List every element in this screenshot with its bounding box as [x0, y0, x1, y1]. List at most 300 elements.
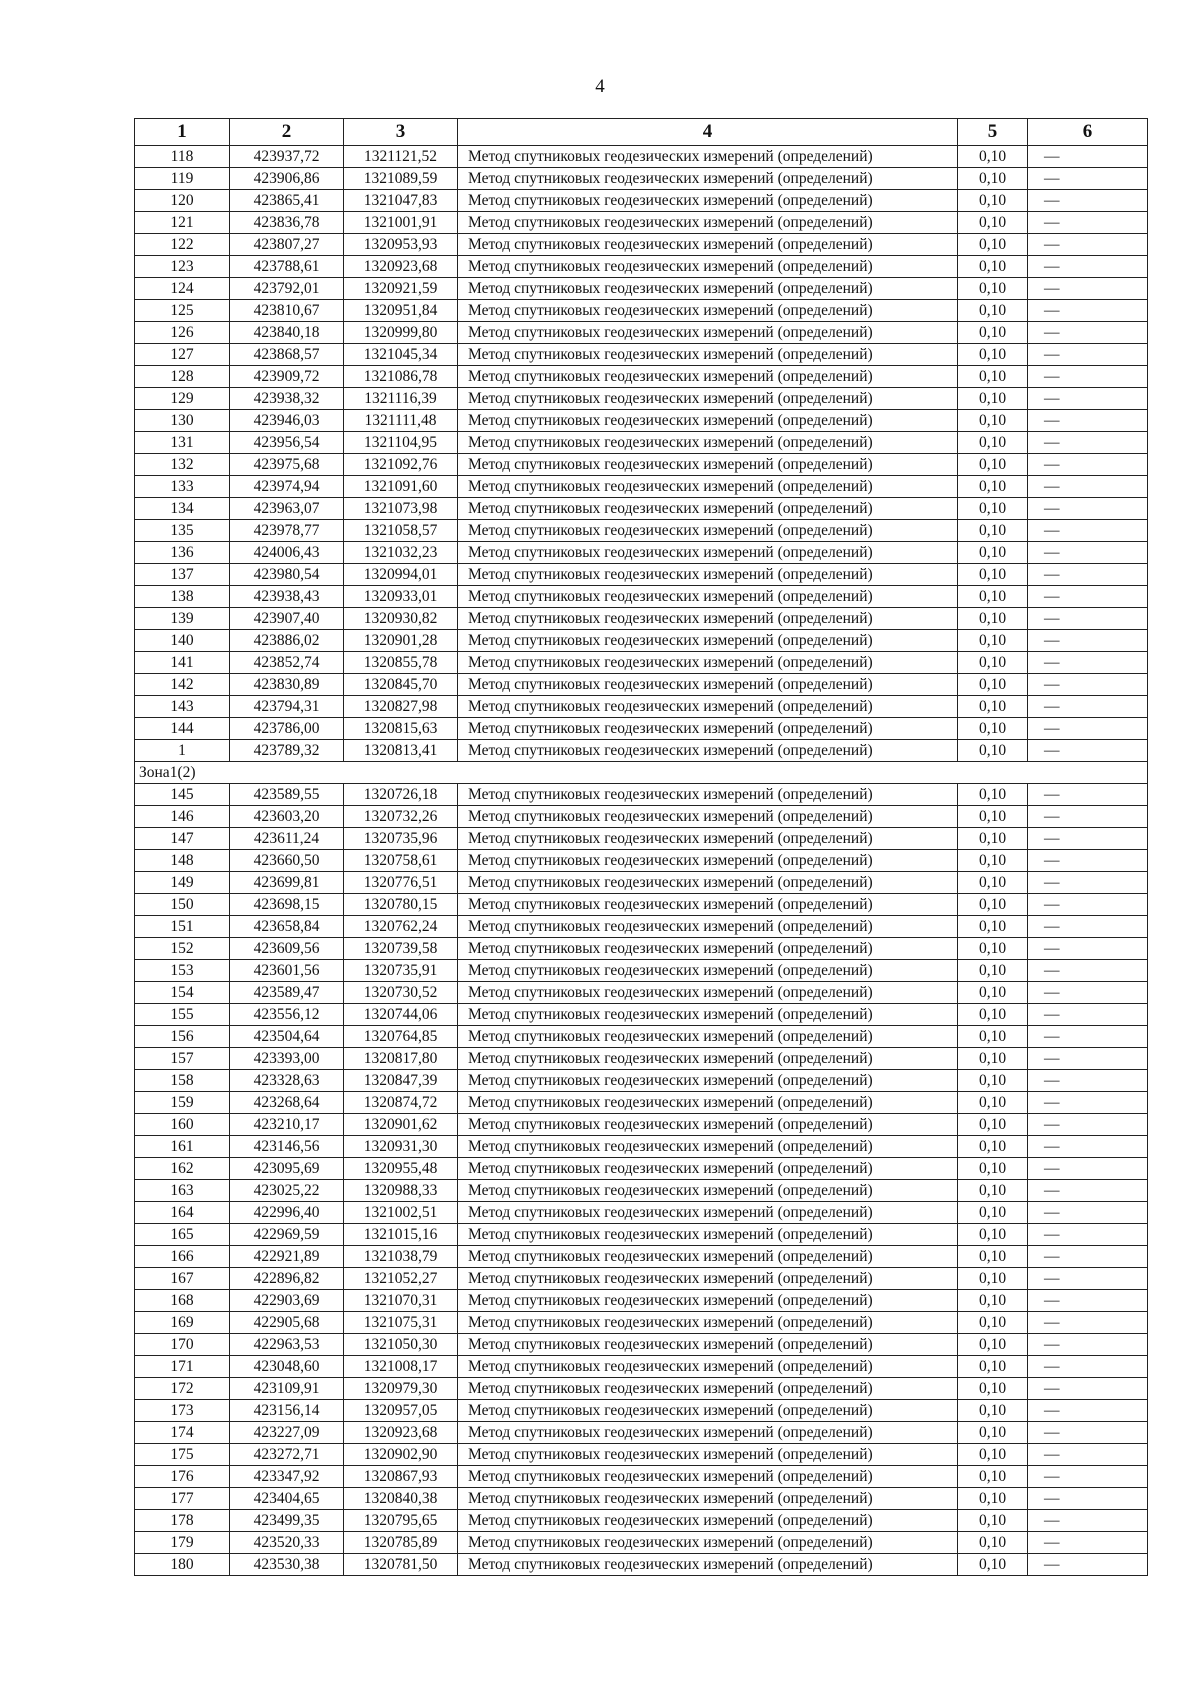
accuracy-cell: 0,10	[958, 1136, 1028, 1158]
method-cell: Метод спутниковых геодезических измерений (определений)	[458, 960, 958, 982]
accuracy-cell: 0,10	[958, 1180, 1028, 1202]
table-row	[135, 300, 1148, 322]
table-row	[135, 806, 1148, 828]
table-header	[135, 119, 1148, 146]
point-number-cell: 1	[135, 740, 230, 762]
note-cell: —	[1028, 1246, 1148, 1268]
accuracy-cell: 0,10	[958, 1532, 1028, 1554]
point-number-cell: 154	[135, 982, 230, 1004]
x-coordinate-cell: 423210,17	[230, 1114, 344, 1136]
point-number-cell: 129	[135, 388, 230, 410]
y-coordinate-cell: 1320957,05	[344, 1400, 458, 1422]
point-number-cell: 158	[135, 1070, 230, 1092]
y-coordinate-cell: 1320867,93	[344, 1466, 458, 1488]
table-row	[135, 608, 1148, 630]
x-coordinate-cell: 423938,32	[230, 388, 344, 410]
method-cell: Метод спутниковых геодезических измерений (определений)	[458, 366, 958, 388]
y-coordinate-cell: 1320744,06	[344, 1004, 458, 1026]
method-cell: Метод спутниковых геодезических измерений (определений)	[458, 608, 958, 630]
x-coordinate-cell: 423146,56	[230, 1136, 344, 1158]
accuracy-cell: 0,10	[958, 1378, 1028, 1400]
table-row	[135, 696, 1148, 718]
note-cell: —	[1028, 1202, 1148, 1224]
method-cell: Метод спутниковых геодезических измерений (определений)	[458, 784, 958, 806]
point-number-cell: 175	[135, 1444, 230, 1466]
note-cell: —	[1028, 1422, 1148, 1444]
method-cell: Метод спутниковых геодезических измерений (определений)	[458, 1026, 958, 1048]
method-cell: Метод спутниковых геодезических измерений (определений)	[458, 256, 958, 278]
method-cell: Метод спутниковых геодезических измерений (определений)	[458, 1158, 958, 1180]
note-cell: —	[1028, 1026, 1148, 1048]
note-cell: —	[1028, 1400, 1148, 1422]
y-coordinate-cell: 1320827,98	[344, 696, 458, 718]
note-cell: —	[1028, 1356, 1148, 1378]
point-number-cell: 140	[135, 630, 230, 652]
x-coordinate-cell: 423698,15	[230, 894, 344, 916]
y-coordinate-cell: 1320901,62	[344, 1114, 458, 1136]
y-coordinate-cell: 1321111,48	[344, 410, 458, 432]
x-coordinate-cell: 422969,59	[230, 1224, 344, 1246]
y-coordinate-cell: 1321104,95	[344, 432, 458, 454]
column-header-6: 6	[1028, 119, 1148, 146]
x-coordinate-cell: 423393,00	[230, 1048, 344, 1070]
method-cell: Метод спутниковых геодезических измерений (определений)	[458, 454, 958, 476]
accuracy-cell: 0,10	[958, 630, 1028, 652]
note-cell: —	[1028, 322, 1148, 344]
table-row	[135, 256, 1148, 278]
method-cell: Метод спутниковых геодезических измерений (определений)	[458, 1444, 958, 1466]
x-coordinate-cell: 423530,38	[230, 1554, 344, 1576]
table-row	[135, 278, 1148, 300]
method-cell: Метод спутниковых геодезических измерений (определений)	[458, 586, 958, 608]
method-cell: Метод спутниковых геодезических измерений (определений)	[458, 674, 958, 696]
accuracy-cell: 0,10	[958, 960, 1028, 982]
y-coordinate-cell: 1320735,96	[344, 828, 458, 850]
point-number-cell: 121	[135, 212, 230, 234]
note-cell: —	[1028, 410, 1148, 432]
x-coordinate-cell: 423611,24	[230, 828, 344, 850]
note-cell: —	[1028, 1554, 1148, 1576]
y-coordinate-cell: 1321015,16	[344, 1224, 458, 1246]
method-cell: Метод спутниковых геодезических измерений (определений)	[458, 344, 958, 366]
x-coordinate-cell: 423095,69	[230, 1158, 344, 1180]
y-coordinate-cell: 1321050,30	[344, 1334, 458, 1356]
table-row	[135, 1378, 1148, 1400]
method-cell: Метод спутниковых геодезических измерений (определений)	[458, 498, 958, 520]
y-coordinate-cell: 1320758,61	[344, 850, 458, 872]
y-coordinate-cell: 1320855,78	[344, 652, 458, 674]
zone-divider	[135, 762, 1148, 784]
method-cell: Метод спутниковых геодезических измерений (определений)	[458, 300, 958, 322]
note-cell: —	[1028, 608, 1148, 630]
x-coordinate-cell: 423347,92	[230, 1466, 344, 1488]
x-coordinate-cell: 423556,12	[230, 1004, 344, 1026]
table-row	[135, 168, 1148, 190]
table-row	[135, 1444, 1148, 1466]
x-coordinate-cell: 423975,68	[230, 454, 344, 476]
note-cell: —	[1028, 520, 1148, 542]
point-number-cell: 165	[135, 1224, 230, 1246]
accuracy-cell: 0,10	[958, 1422, 1028, 1444]
x-coordinate-cell: 423025,22	[230, 1180, 344, 1202]
y-coordinate-cell: 1320923,68	[344, 1422, 458, 1444]
note-cell: —	[1028, 1532, 1148, 1554]
point-number-cell: 157	[135, 1048, 230, 1070]
y-coordinate-cell: 1321047,83	[344, 190, 458, 212]
method-cell: Метод спутниковых геодезических измерений (определений)	[458, 278, 958, 300]
table-row	[135, 388, 1148, 410]
x-coordinate-cell: 423504,64	[230, 1026, 344, 1048]
column-header-3: 3	[344, 119, 458, 146]
point-number-cell: 160	[135, 1114, 230, 1136]
method-cell: Метод спутниковых геодезических измерений (определений)	[458, 1466, 958, 1488]
accuracy-cell: 0,10	[958, 1070, 1028, 1092]
point-number-cell: 155	[135, 1004, 230, 1026]
note-cell: —	[1028, 1092, 1148, 1114]
method-cell: Метод спутниковых геодезических измерений (определений)	[458, 1268, 958, 1290]
point-number-cell: 151	[135, 916, 230, 938]
point-number-cell: 133	[135, 476, 230, 498]
table-row	[135, 1356, 1148, 1378]
y-coordinate-cell: 1320840,38	[344, 1488, 458, 1510]
note-cell: —	[1028, 190, 1148, 212]
note-cell: —	[1028, 1466, 1148, 1488]
note-cell: —	[1028, 256, 1148, 278]
y-coordinate-cell: 1320732,26	[344, 806, 458, 828]
table-row	[135, 498, 1148, 520]
note-cell: —	[1028, 696, 1148, 718]
x-coordinate-cell: 423852,74	[230, 652, 344, 674]
point-number-cell: 167	[135, 1268, 230, 1290]
accuracy-cell: 0,10	[958, 146, 1028, 168]
table-row	[135, 674, 1148, 696]
x-coordinate-cell: 423499,35	[230, 1510, 344, 1532]
point-number-cell: 144	[135, 718, 230, 740]
column-header-1: 1	[135, 119, 230, 146]
accuracy-cell: 0,10	[958, 872, 1028, 894]
table-row	[135, 1488, 1148, 1510]
accuracy-cell: 0,10	[958, 564, 1028, 586]
x-coordinate-cell: 423865,41	[230, 190, 344, 212]
accuracy-cell: 0,10	[958, 1488, 1028, 1510]
point-number-cell: 135	[135, 520, 230, 542]
table-row	[135, 564, 1148, 586]
accuracy-cell: 0,10	[958, 828, 1028, 850]
x-coordinate-cell: 423520,33	[230, 1532, 344, 1554]
x-coordinate-cell: 423660,50	[230, 850, 344, 872]
x-coordinate-cell: 423980,54	[230, 564, 344, 586]
table-row	[135, 1202, 1148, 1224]
point-number-cell: 146	[135, 806, 230, 828]
note-cell: —	[1028, 784, 1148, 806]
note-cell: —	[1028, 1378, 1148, 1400]
method-cell: Метод спутниковых геодезических измерений (определений)	[458, 1180, 958, 1202]
point-number-cell: 171	[135, 1356, 230, 1378]
zone-label-row	[135, 762, 1148, 784]
x-coordinate-cell: 423830,89	[230, 674, 344, 696]
x-coordinate-cell: 423048,60	[230, 1356, 344, 1378]
table-row	[135, 1268, 1148, 1290]
y-coordinate-cell: 1321001,91	[344, 212, 458, 234]
header-row	[135, 119, 1148, 146]
y-coordinate-cell: 1320999,80	[344, 322, 458, 344]
method-cell: Метод спутниковых геодезических измерений (определений)	[458, 696, 958, 718]
y-coordinate-cell: 1320847,39	[344, 1070, 458, 1092]
point-number-cell: 139	[135, 608, 230, 630]
note-cell: —	[1028, 872, 1148, 894]
table-row	[135, 344, 1148, 366]
accuracy-cell: 0,10	[958, 608, 1028, 630]
accuracy-cell: 0,10	[958, 1444, 1028, 1466]
method-cell: Метод спутниковых геодезических измерений (определений)	[458, 1422, 958, 1444]
x-coordinate-cell: 423789,32	[230, 740, 344, 762]
table-row	[135, 1114, 1148, 1136]
point-number-cell: 163	[135, 1180, 230, 1202]
note-cell: —	[1028, 740, 1148, 762]
accuracy-cell: 0,10	[958, 520, 1028, 542]
accuracy-cell: 0,10	[958, 1004, 1028, 1026]
accuracy-cell: 0,10	[958, 586, 1028, 608]
method-cell: Метод спутниковых геодезических измерений (определений)	[458, 828, 958, 850]
y-coordinate-cell: 1321073,98	[344, 498, 458, 520]
table-row	[135, 1554, 1148, 1576]
accuracy-cell: 0,10	[958, 542, 1028, 564]
y-coordinate-cell: 1320795,65	[344, 1510, 458, 1532]
accuracy-cell: 0,10	[958, 718, 1028, 740]
table-row	[135, 1532, 1148, 1554]
x-coordinate-cell: 423807,27	[230, 234, 344, 256]
note-cell: —	[1028, 1312, 1148, 1334]
note-cell: —	[1028, 1268, 1148, 1290]
point-number-cell: 164	[135, 1202, 230, 1224]
accuracy-cell: 0,10	[958, 322, 1028, 344]
note-cell: —	[1028, 894, 1148, 916]
note-cell: —	[1028, 300, 1148, 322]
method-cell: Метод спутниковых геодезических измерений (определений)	[458, 388, 958, 410]
point-number-cell: 124	[135, 278, 230, 300]
method-cell: Метод спутниковых геодезических измерений (определений)	[458, 1554, 958, 1576]
method-cell: Метод спутниковых геодезических измерений (определений)	[458, 1488, 958, 1510]
method-cell: Метод спутниковых геодезических измерений (определений)	[458, 1510, 958, 1532]
accuracy-cell: 0,10	[958, 168, 1028, 190]
y-coordinate-cell: 1320776,51	[344, 872, 458, 894]
note-cell: —	[1028, 344, 1148, 366]
x-coordinate-cell: 422905,68	[230, 1312, 344, 1334]
method-cell: Метод спутниковых геодезических измерений (определений)	[458, 1114, 958, 1136]
accuracy-cell: 0,10	[958, 1356, 1028, 1378]
y-coordinate-cell: 1321045,34	[344, 344, 458, 366]
point-number-cell: 145	[135, 784, 230, 806]
table-row	[135, 1048, 1148, 1070]
zone-label: Зона1(2)	[135, 762, 1148, 784]
point-number-cell: 168	[135, 1290, 230, 1312]
table-row	[135, 982, 1148, 1004]
note-cell: —	[1028, 432, 1148, 454]
note-cell: —	[1028, 938, 1148, 960]
table-row	[135, 828, 1148, 850]
method-cell: Метод спутниковых геодезических измерений (определений)	[458, 322, 958, 344]
method-cell: Метод спутниковых геодезических измерений (определений)	[458, 1092, 958, 1114]
x-coordinate-cell: 423109,91	[230, 1378, 344, 1400]
x-coordinate-cell: 423272,71	[230, 1444, 344, 1466]
note-cell: —	[1028, 1158, 1148, 1180]
x-coordinate-cell: 422896,82	[230, 1268, 344, 1290]
x-coordinate-cell: 423589,55	[230, 784, 344, 806]
point-number-cell: 119	[135, 168, 230, 190]
column-header-5: 5	[958, 119, 1028, 146]
x-coordinate-cell: 423156,14	[230, 1400, 344, 1422]
note-cell: —	[1028, 498, 1148, 520]
point-number-cell: 138	[135, 586, 230, 608]
y-coordinate-cell: 1321121,52	[344, 146, 458, 168]
y-coordinate-cell: 1320735,91	[344, 960, 458, 982]
point-number-cell: 169	[135, 1312, 230, 1334]
table-row	[135, 366, 1148, 388]
accuracy-cell: 0,10	[958, 454, 1028, 476]
y-coordinate-cell: 1320979,30	[344, 1378, 458, 1400]
y-coordinate-cell: 1321032,23	[344, 542, 458, 564]
accuracy-cell: 0,10	[958, 696, 1028, 718]
accuracy-cell: 0,10	[958, 388, 1028, 410]
accuracy-cell: 0,10	[958, 982, 1028, 1004]
y-coordinate-cell: 1320845,70	[344, 674, 458, 696]
accuracy-cell: 0,10	[958, 1466, 1028, 1488]
x-coordinate-cell: 423227,09	[230, 1422, 344, 1444]
note-cell: —	[1028, 454, 1148, 476]
accuracy-cell: 0,10	[958, 1290, 1028, 1312]
point-number-cell: 118	[135, 146, 230, 168]
point-number-cell: 143	[135, 696, 230, 718]
note-cell: —	[1028, 388, 1148, 410]
note-cell: —	[1028, 586, 1148, 608]
method-cell: Метод спутниковых геодезических измерений (определений)	[458, 1378, 958, 1400]
point-number-cell: 132	[135, 454, 230, 476]
method-cell: Метод спутниковых геодезических измерений (определений)	[458, 476, 958, 498]
x-coordinate-cell: 423609,56	[230, 938, 344, 960]
note-cell: —	[1028, 1048, 1148, 1070]
table-row	[135, 894, 1148, 916]
method-cell: Метод спутниковых геодезических измерений (определений)	[458, 212, 958, 234]
x-coordinate-cell: 424006,43	[230, 542, 344, 564]
point-number-cell: 166	[135, 1246, 230, 1268]
method-cell: Метод спутниковых геодезических измерений (определений)	[458, 1048, 958, 1070]
y-coordinate-cell: 1321086,78	[344, 366, 458, 388]
point-number-cell: 126	[135, 322, 230, 344]
method-cell: Метод спутниковых геодезических измерений (определений)	[458, 410, 958, 432]
accuracy-cell: 0,10	[958, 894, 1028, 916]
note-cell: —	[1028, 960, 1148, 982]
table-row	[135, 1070, 1148, 1092]
note-cell: —	[1028, 828, 1148, 850]
x-coordinate-cell: 423974,94	[230, 476, 344, 498]
x-coordinate-cell: 422963,53	[230, 1334, 344, 1356]
accuracy-cell: 0,10	[958, 476, 1028, 498]
y-coordinate-cell: 1321058,57	[344, 520, 458, 542]
point-number-cell: 122	[135, 234, 230, 256]
y-coordinate-cell: 1320780,15	[344, 894, 458, 916]
note-cell: —	[1028, 234, 1148, 256]
note-cell: —	[1028, 982, 1148, 1004]
table-row	[135, 1158, 1148, 1180]
y-coordinate-cell: 1321091,60	[344, 476, 458, 498]
note-cell: —	[1028, 916, 1148, 938]
method-cell: Метод спутниковых геодезических измерений (определений)	[458, 190, 958, 212]
x-coordinate-cell: 423907,40	[230, 608, 344, 630]
y-coordinate-cell: 1320781,50	[344, 1554, 458, 1576]
accuracy-cell: 0,10	[958, 432, 1028, 454]
method-cell: Метод спутниковых геодезических измерений (определений)	[458, 872, 958, 894]
point-number-cell: 170	[135, 1334, 230, 1356]
y-coordinate-cell: 1320994,01	[344, 564, 458, 586]
x-coordinate-cell: 423603,20	[230, 806, 344, 828]
x-coordinate-cell: 423328,63	[230, 1070, 344, 1092]
note-cell: —	[1028, 476, 1148, 498]
table-row	[135, 234, 1148, 256]
point-number-cell: 123	[135, 256, 230, 278]
note-cell: —	[1028, 1004, 1148, 1026]
table-body-zone-1	[135, 146, 1148, 762]
point-number-cell: 179	[135, 1532, 230, 1554]
y-coordinate-cell: 1321089,59	[344, 168, 458, 190]
method-cell: Метод спутниковых геодезических измерений (определений)	[458, 630, 958, 652]
note-cell: —	[1028, 564, 1148, 586]
x-coordinate-cell: 422996,40	[230, 1202, 344, 1224]
method-cell: Метод спутниковых геодезических измерений (определений)	[458, 520, 958, 542]
point-number-cell: 161	[135, 1136, 230, 1158]
accuracy-cell: 0,10	[958, 212, 1028, 234]
method-cell: Метод спутниковых геодезических измерений (определений)	[458, 1532, 958, 1554]
point-number-cell: 149	[135, 872, 230, 894]
accuracy-cell: 0,10	[958, 300, 1028, 322]
table-row	[135, 740, 1148, 762]
table-row	[135, 432, 1148, 454]
table-row	[135, 322, 1148, 344]
accuracy-cell: 0,10	[958, 850, 1028, 872]
note-cell: —	[1028, 1114, 1148, 1136]
table-row	[135, 1246, 1148, 1268]
table-row	[135, 1026, 1148, 1048]
accuracy-cell: 0,10	[958, 344, 1028, 366]
accuracy-cell: 0,10	[958, 234, 1028, 256]
x-coordinate-cell: 423937,72	[230, 146, 344, 168]
note-cell: —	[1028, 1224, 1148, 1246]
note-cell: —	[1028, 674, 1148, 696]
table-row	[135, 1466, 1148, 1488]
accuracy-cell: 0,10	[958, 1268, 1028, 1290]
y-coordinate-cell: 1321008,17	[344, 1356, 458, 1378]
method-cell: Метод спутниковых геодезических измерений (определений)	[458, 234, 958, 256]
accuracy-cell: 0,10	[958, 366, 1028, 388]
table-row	[135, 1510, 1148, 1532]
note-cell: —	[1028, 542, 1148, 564]
method-cell: Метод спутниковых геодезических измерений (определений)	[458, 806, 958, 828]
point-number-cell: 128	[135, 366, 230, 388]
method-cell: Метод спутниковых геодезических измерений (определений)	[458, 1400, 958, 1422]
y-coordinate-cell: 1320933,01	[344, 586, 458, 608]
x-coordinate-cell: 423810,67	[230, 300, 344, 322]
point-number-cell: 120	[135, 190, 230, 212]
point-number-cell: 141	[135, 652, 230, 674]
accuracy-cell: 0,10	[958, 410, 1028, 432]
x-coordinate-cell: 423786,00	[230, 718, 344, 740]
method-cell: Метод спутниковых геодезических измерений (определений)	[458, 1202, 958, 1224]
method-cell: Метод спутниковых геодезических измерений (определений)	[458, 1070, 958, 1092]
point-number-cell: 180	[135, 1554, 230, 1576]
point-number-cell: 162	[135, 1158, 230, 1180]
point-number-cell: 137	[135, 564, 230, 586]
point-number-cell: 134	[135, 498, 230, 520]
accuracy-cell: 0,10	[958, 190, 1028, 212]
